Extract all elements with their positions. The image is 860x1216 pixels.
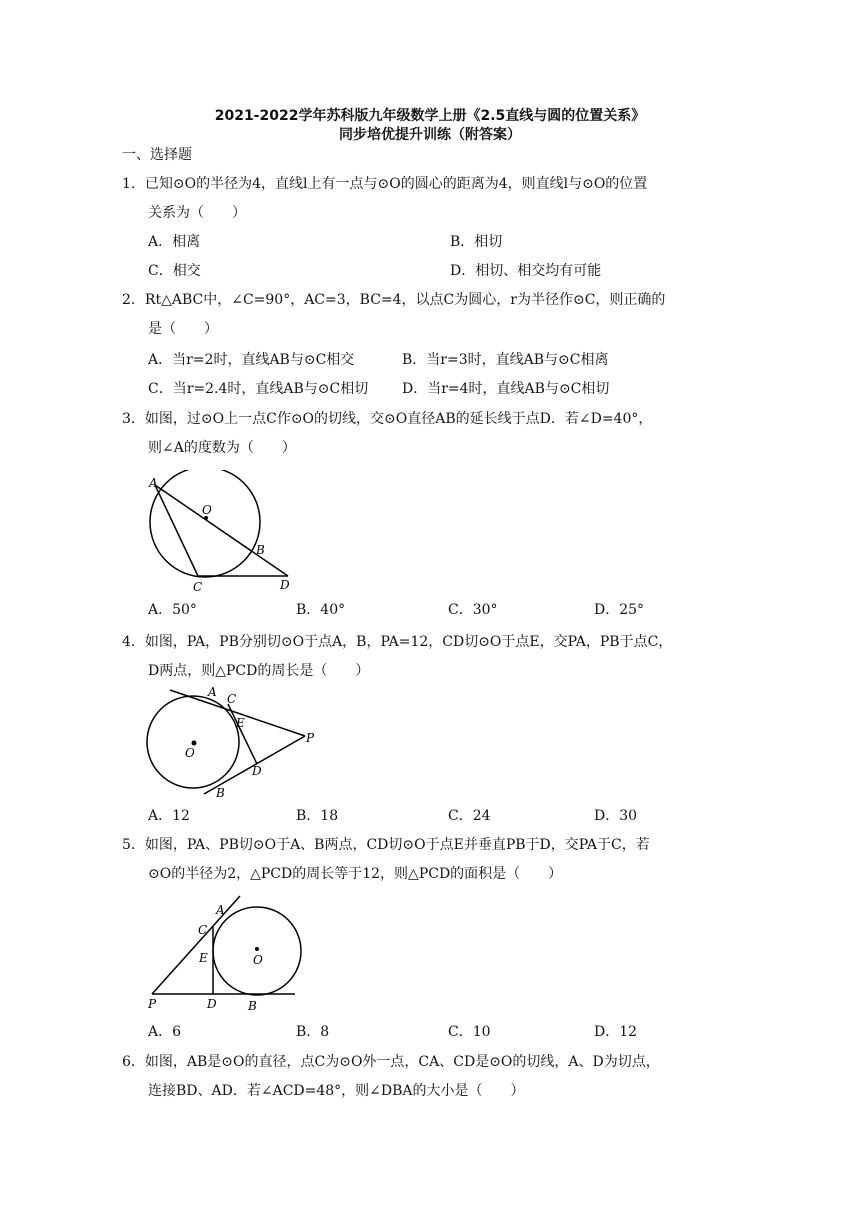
question-5-line-2: ⊙O的半径为2，△PCD的周长等于12，则△PCD的面积是（ ）: [148, 866, 563, 882]
question-2-option-d: D．当r=4时，直线AB与⊙C相切: [402, 381, 610, 397]
label-d: D: [280, 578, 290, 592]
question-4-option-b: B．18: [296, 808, 339, 824]
label-d: D: [207, 997, 217, 1011]
question-1-option-c: C．相交: [148, 263, 201, 279]
circle-o: [150, 470, 260, 577]
question-2-option-b: B．当r=3时，直线AB与⊙C相离: [402, 352, 609, 368]
chord-ac: [155, 485, 198, 576]
section-heading: 一、选择题: [122, 147, 192, 163]
label-e: E: [236, 716, 245, 730]
label-c: C: [193, 580, 203, 594]
center-dot: [255, 947, 259, 951]
question-3-option-c: C．30°: [448, 602, 498, 618]
label-b: B: [248, 999, 257, 1013]
label-e: E: [199, 951, 208, 965]
question-4-option-c: C．24: [448, 808, 491, 824]
question-1-option-d: D．相切、相交均有可能: [450, 263, 602, 279]
question-2-line-1: 2．Rt△ABC中，∠C=90°，AC=3，BC=4，以点C为圆心，r为半径作⊙C，则正确的: [122, 292, 666, 308]
label-a: A: [208, 686, 217, 699]
tangent-cd: [228, 704, 257, 764]
question-4-option-a: A．12: [148, 808, 190, 824]
question-3-option-b: B．40°: [296, 602, 346, 618]
question-5-option-b: B．8: [296, 1024, 330, 1040]
label-o: O: [253, 953, 263, 967]
question-4-option-d: D．30: [594, 808, 638, 824]
question-5-option-d: D．12: [594, 1024, 638, 1040]
center-dot: [192, 741, 197, 746]
question-6-line-1: 6．如图，AB是⊙O的直径，点C为⊙O外一点，CA、CD是⊙O的切线，A、D为切点，: [122, 1054, 660, 1070]
question-1-line-2: 关系为（ ）: [148, 205, 246, 221]
figure-question-4: [140, 686, 330, 801]
label-c: C: [198, 923, 208, 937]
title-line-1: 2021-2022学年苏科版九年级数学上册《2.5直线与圆的位置关系》: [214, 108, 646, 124]
question-3-option-d: D．25°: [594, 602, 645, 618]
label-a: A: [149, 476, 158, 490]
label-c: C: [227, 692, 237, 706]
question-1-line-1: 1．已知⊙O的半径为4，直线l上有一点与⊙O的圆心的距离为4，则直线l与⊙O的位置: [122, 176, 648, 192]
question-5-option-c: C．10: [448, 1024, 491, 1040]
label-b: B: [256, 543, 265, 557]
question-1-option-a: A．相离: [148, 234, 201, 250]
label-b: B: [216, 786, 225, 800]
question-4-line-1: 4．如图，PA，PB分别切⊙O于点A，B，PA=12，CD切⊙O于点E，交PA，PB于点C，: [122, 634, 673, 650]
question-3-line-1: 3．如图，过⊙O上一点C作⊙O的切线，交⊙O直径AB的延长线于点D．若∠D=40°，: [122, 411, 653, 427]
question-5-line-1: 5．如图，PA、PB切⊙O于A、B两点，CD切⊙O于点E并垂直PB于D，交PA于C，若: [122, 837, 650, 853]
tangent-pa: [152, 896, 240, 994]
label-p: P: [306, 731, 315, 745]
diameter-ab-extended: [155, 485, 288, 576]
question-6-line-2: 连接BD、AD．若∠ACD=48°，则∠DBA的大小是（ ）: [148, 1083, 525, 1099]
question-3-option-a: A．50°: [148, 602, 197, 618]
figure-question-3: [140, 470, 310, 595]
question-2-line-2: 是（ ）: [148, 321, 218, 337]
label-a: A: [216, 903, 225, 917]
question-4-line-2: D两点，则△PCD的周长是（ ）: [148, 663, 370, 679]
label-d: D: [252, 764, 262, 778]
label-p: P: [148, 997, 157, 1011]
label-o: O: [202, 503, 212, 517]
title-line-2: 同步培优提升训练（附答案）: [339, 127, 521, 143]
label-o: O: [185, 746, 195, 760]
question-1-option-b: B．相切: [450, 234, 503, 250]
figure-question-5: [140, 892, 310, 1017]
question-2-option-c: C．当r=2.4时，直线AB与⊙C相切: [148, 381, 369, 397]
question-2-option-a: A．当r=2时，直线AB与⊙C相交: [148, 352, 355, 368]
question-5-option-a: A．6: [148, 1024, 182, 1040]
question-3-line-2: 则∠A的度数为（ ）: [148, 440, 296, 456]
